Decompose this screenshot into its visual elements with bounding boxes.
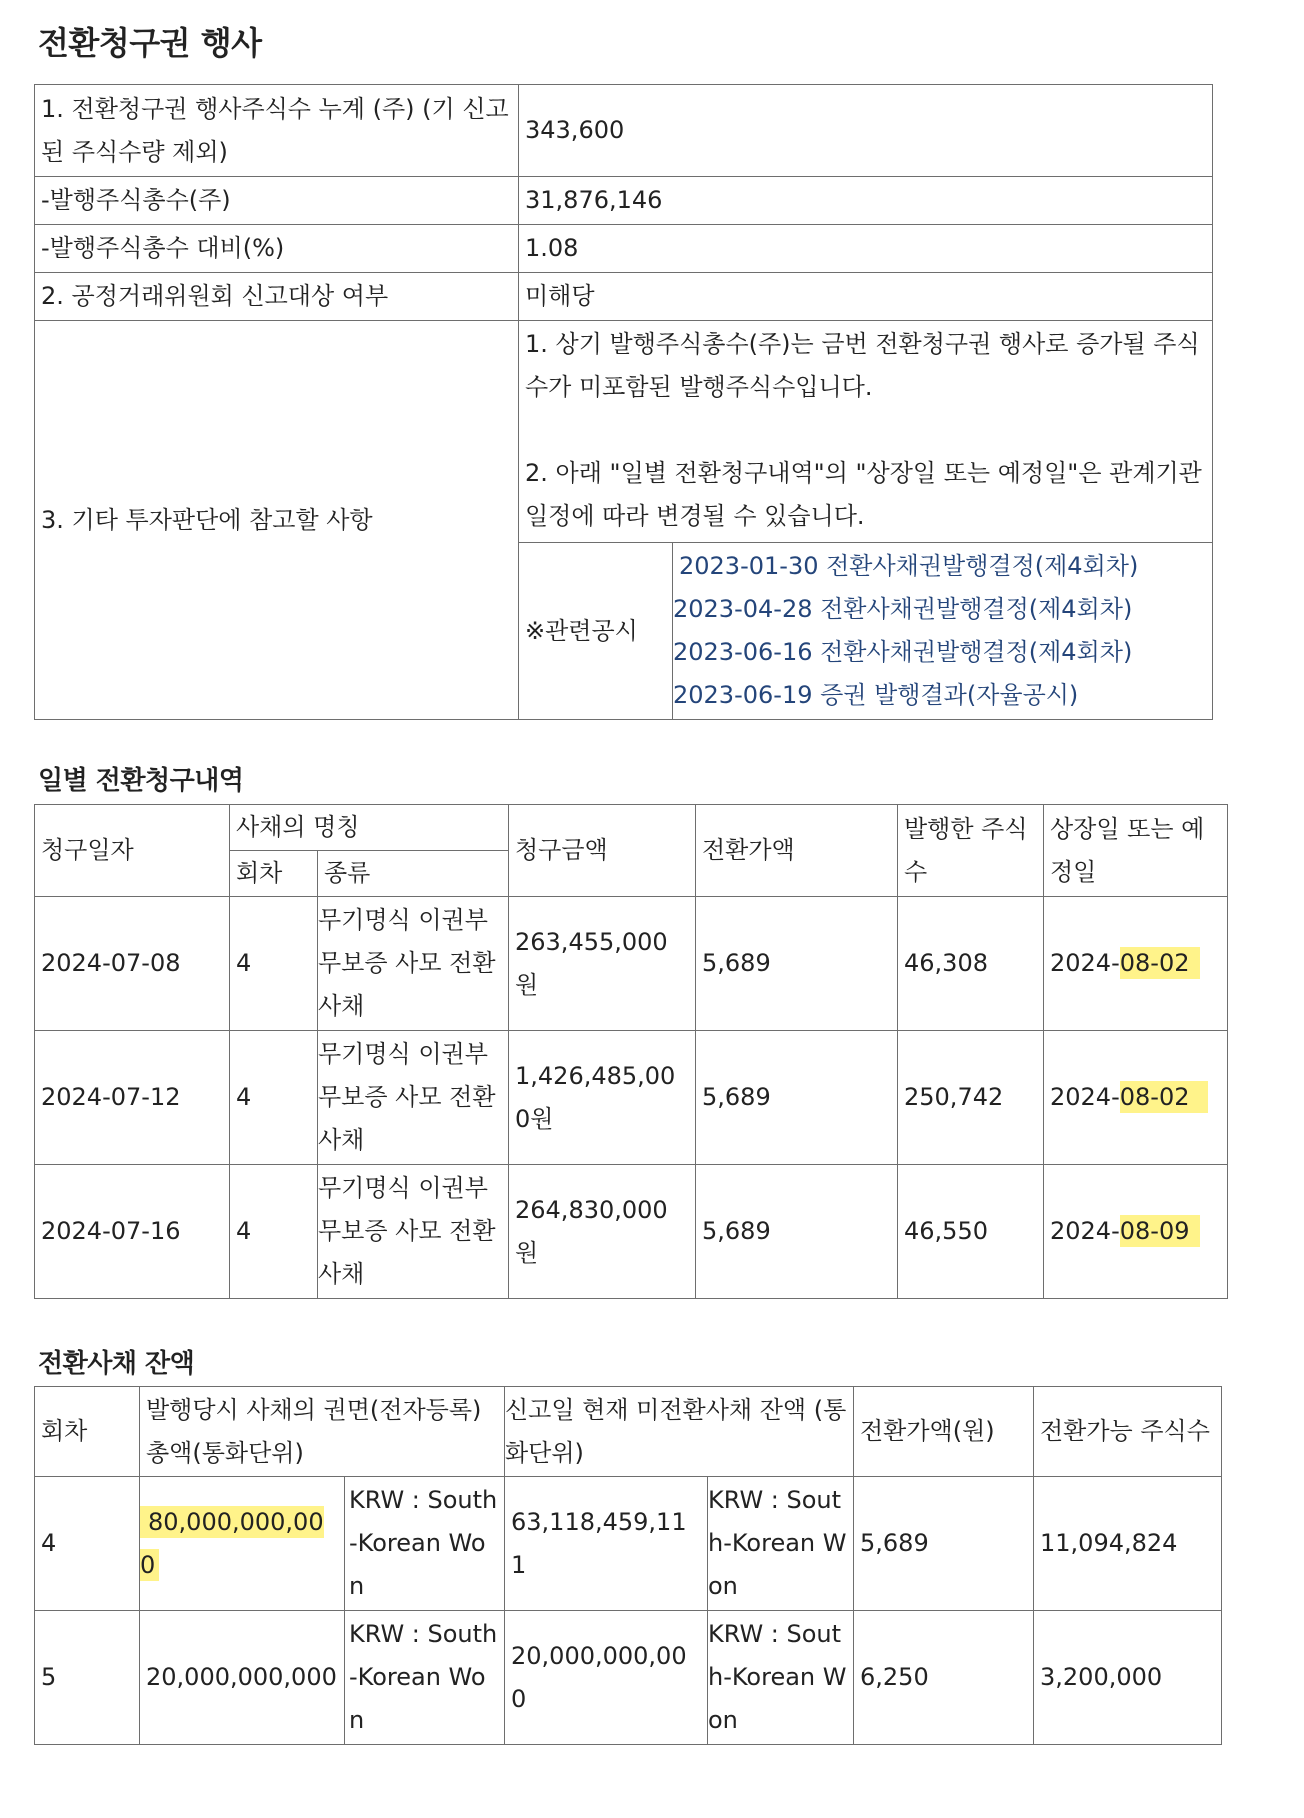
cell-price: 5,689 <box>696 1031 898 1165</box>
col-round: 회차 <box>35 1387 140 1477</box>
highlight: 08-02 <box>1120 947 1200 979</box>
summary-value-1: 343,600 <box>519 85 1213 177</box>
cell-shares: 250,742 <box>898 1031 1044 1165</box>
cell-remaining: 63,118,459,111 <box>505 1477 708 1611</box>
summary-label-4: 2. 공정거래위원회 신고대상 여부 <box>35 273 519 321</box>
cell-convertible: 3,200,000 <box>1034 1611 1222 1745</box>
cell-price: 5,689 <box>696 1165 898 1299</box>
highlight: 80,000,000,000 <box>140 1507 324 1579</box>
table-row <box>35 1165 1228 1299</box>
cell-conv-price: 5,689 <box>854 1477 1034 1611</box>
daily-heading: 일별 전환청구내역 <box>38 766 244 796</box>
cell-amount: 264,830,000원 <box>509 1165 696 1299</box>
cell-kind: 무기명식 이권부 무보증 사모 전환사채 <box>318 1165 509 1299</box>
cell-date: 2024-07-08 <box>35 897 230 1031</box>
table-row <box>35 1477 1222 1611</box>
col-bond-name: 사채의 명칭 <box>230 805 509 851</box>
cell-issued-currency: KRW : South-Korean Won <box>345 1611 505 1745</box>
cell-round: 4 <box>35 1477 140 1611</box>
cell-round: 4 <box>230 1165 318 1299</box>
cell-remaining: 20,000,000,000 <box>505 1611 708 1745</box>
col-round: 회차 <box>230 851 318 897</box>
cell-listing: 2024-08-02 <box>1044 1031 1228 1165</box>
summary-notes <box>519 321 1213 543</box>
summary-value-3: 1.08 <box>519 225 1213 273</box>
col-price: 전환가액 <box>696 805 898 897</box>
col-listing: 상장일 또는 예정일 <box>1044 805 1228 897</box>
daily-table <box>34 804 1228 1299</box>
cell-round: 5 <box>35 1611 140 1745</box>
cell-amount: 263,455,000원 <box>509 897 696 1031</box>
cell-listing: 2024-08-02 <box>1044 897 1228 1031</box>
cell-convertible: 11,094,824 <box>1034 1477 1222 1611</box>
related-link-1[interactable]: 2023-01-30 전환사채권발행결정(제4회차) <box>679 552 1139 580</box>
related-label: ※관련공시 <box>519 543 673 720</box>
cell-issued: 20,000,000,000 <box>140 1611 345 1745</box>
col-conv-price: 전환가액(원) <box>854 1387 1034 1477</box>
summary-table <box>34 84 1213 720</box>
cell-remaining-currency: KRW : South-Korean Won <box>708 1477 854 1611</box>
cell-kind: 무기명식 이권부 무보증 사모 전환사채 <box>318 1031 509 1165</box>
cell-shares: 46,308 <box>898 897 1044 1031</box>
balance-table <box>34 1386 1222 1745</box>
summary-value-4: 미해당 <box>519 273 1213 321</box>
summary-label-1: 1. 전환청구권 행사주식수 누계 (주) (기 신고된 주식수량 제외) <box>35 85 519 177</box>
summary-label-2: -발행주식총수(주) <box>35 177 519 225</box>
cell-date: 2024-07-16 <box>35 1165 230 1299</box>
cell-remaining-currency: KRW : South-Korean Won <box>708 1611 854 1745</box>
balance-heading: 전환사채 잔액 <box>38 1349 195 1379</box>
note-2: 2. 아래 "일별 전환청구내역"의 "상장일 또는 예정일"은 관계기관 일정에 따라 변경될 수 있습니다. <box>525 459 1202 530</box>
related-links <box>673 543 1213 720</box>
page-title: 전환청구권 행사 <box>38 24 262 62</box>
cell-shares: 46,550 <box>898 1165 1044 1299</box>
summary-label-5: 3. 기타 투자판단에 참고할 사항 <box>35 321 519 720</box>
col-kind: 종류 <box>318 851 509 897</box>
related-link-3[interactable]: 2023-06-16 전환사채권발행결정(제4회차) <box>673 638 1133 666</box>
cell-conv-price: 6,250 <box>854 1611 1034 1745</box>
cell-price: 5,689 <box>696 897 898 1031</box>
col-shares: 발행한 주식수 <box>898 805 1044 897</box>
cell-listing: 2024-08-09 <box>1044 1165 1228 1299</box>
highlight: 08-02 <box>1120 1081 1208 1113</box>
related-link-2[interactable]: 2023-04-28 전환사채권발행결정(제4회차) <box>673 595 1133 623</box>
summary-value-2: 31,876,146 <box>519 177 1213 225</box>
related-link-4[interactable]: 2023-06-19 증권 발행결과(자율공시) <box>673 681 1079 709</box>
summary-label-3: -발행주식총수 대비(%) <box>35 225 519 273</box>
col-amount: 청구금액 <box>509 805 696 897</box>
col-date: 청구일자 <box>35 805 230 897</box>
cell-date: 2024-07-12 <box>35 1031 230 1165</box>
cell-round: 4 <box>230 1031 318 1165</box>
cell-amount: 1,426,485,000원 <box>509 1031 696 1165</box>
table-row <box>35 1611 1222 1745</box>
table-row <box>35 1031 1228 1165</box>
table-row <box>35 897 1228 1031</box>
note-1: 1. 상기 발행주식총수(주)는 금번 전환청구권 행사로 증가될 주식수가 미포함된 발행주식수입니다. <box>525 330 1200 401</box>
col-remaining: 신고일 현재 미전환사채 잔액 (통화단위) <box>505 1387 854 1477</box>
highlight: 08-09 <box>1120 1215 1200 1247</box>
col-convertible: 전환가능 주식수 <box>1034 1387 1222 1477</box>
col-issued-total: 발행당시 사채의 권면(전자등록)총액(통화단위) <box>140 1387 505 1477</box>
cell-round: 4 <box>230 897 318 1031</box>
cell-kind: 무기명식 이권부 무보증 사모 전환사채 <box>318 897 509 1031</box>
cell-issued <box>140 1477 345 1611</box>
cell-issued-currency: KRW : South-Korean Won <box>345 1477 505 1611</box>
